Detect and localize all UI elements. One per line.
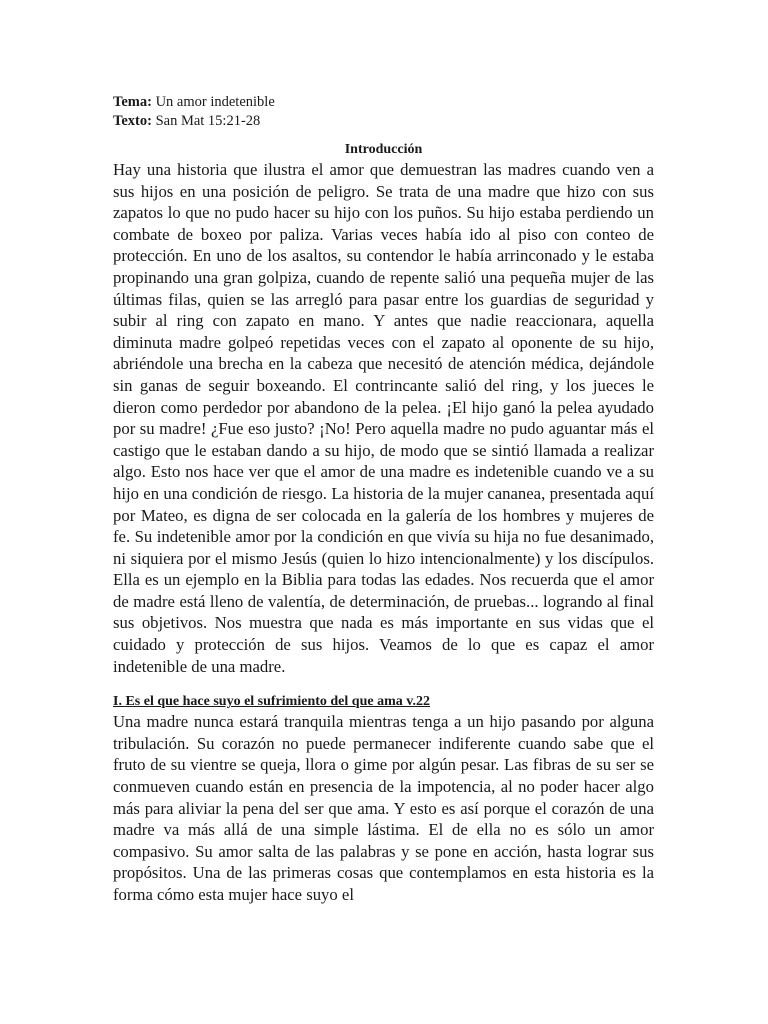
intro-heading: Introducción <box>344 142 423 157</box>
scripture-value: San Mat 15:21-28 <box>155 113 261 129</box>
intro-paragraph: Hay una historia que ilustra el amor que demuestran las madres cuando ven a sus hijos en una posición de peligro. Se trata de una madre que hizo con sus zapatos lo que no pudo hacer su hijo con los puños. Su hijo estaba perdiendo un combate de boxeo por paliza. Varias veces había ido al piso con conteo de protección. En uno de los asaltos, su contendor le había arrinconado y le estaba propinando una gran golpiza, cuando de repente salió una pequeña mujer de las últimas filas, quien se las arregló para pasar entre los guardias de seguridad y subir al ring con zapato en mano. Y antes que nadie reaccionara, aquella diminuta madre golpeó repetidas veces con el zapato al oponente de su hijo, abriéndole una brecha en la cabeza que necesitó de atención médica, dejándole sin ganas de seguir boxeando. El contrincante salió del ring, y los jueces le dieron como perdedor por abandono de la pelea. ¡El hijo ganó la pelea ayudado por su madre! ¿Fue eso justo? ¡No! Pero aquella madre no pudo aguantar más el castigo que le estaban dando a su hijo, de modo que se sintió llamada a realizar algo. Esto nos hace ver que el amor de una madre es indetenible cuando ve a su hijo en una condición de riesgo. La historia de la mujer cananea, presentada aquí por Mateo, es digna de ser colocada en la galería de los hombres y mujeres de fe. Su indetenible amor por la condición en que vivía su hija no fue desanimado, ni siquiera por el mismo Jesús (quien lo hizo intencionalmente) y los discípulos. Ella es un ejemplo en la Biblia para todas las edades. Nos recuerda que el amor de madre está lleno de valentía, de determinación, de pruebas... logrando al final sus objetivos. Nos muestra que nada es más importante en sus vidas que el cuidado y protección de sus hijos. Veamos de lo que es capaz el amor indetenible de una madre. <box>113 160 654 676</box>
section-1-paragraph: Una madre nunca estará tranquila mientras tenga a un hijo pasando por alguna tribulación. Su corazón no puede permanecer indiferente cuando sabe que el fruto de su vientre se queja, llora o gime por algún pesar. Las fibras de su ser se conmueven cuando están en presencia de la impotencia, al no poder hacer algo más para aliviar la pena del ser que ama. Y esto es así porque el corazón de una madre va más allá de una simple lástima. El de ella no es sólo un amor compasivo. Su amor salta de las palabras y se pone en acción, hasta lograr sus propósitos. Una de las primeras cosas que contemplamos en esta historia es la forma cómo esta mujer hace suyo el <box>113 712 654 904</box>
theme-value: Un amor indetenible <box>155 94 275 110</box>
scripture-label: Texto: <box>113 113 152 129</box>
theme-line <box>113 93 654 112</box>
theme-label: Tema: <box>113 94 152 110</box>
scripture-line <box>113 112 654 131</box>
document-page <box>113 93 654 906</box>
section-1-heading: I. Es el que hace suyo el sufrimiento del que ama v.22 <box>113 694 430 710</box>
